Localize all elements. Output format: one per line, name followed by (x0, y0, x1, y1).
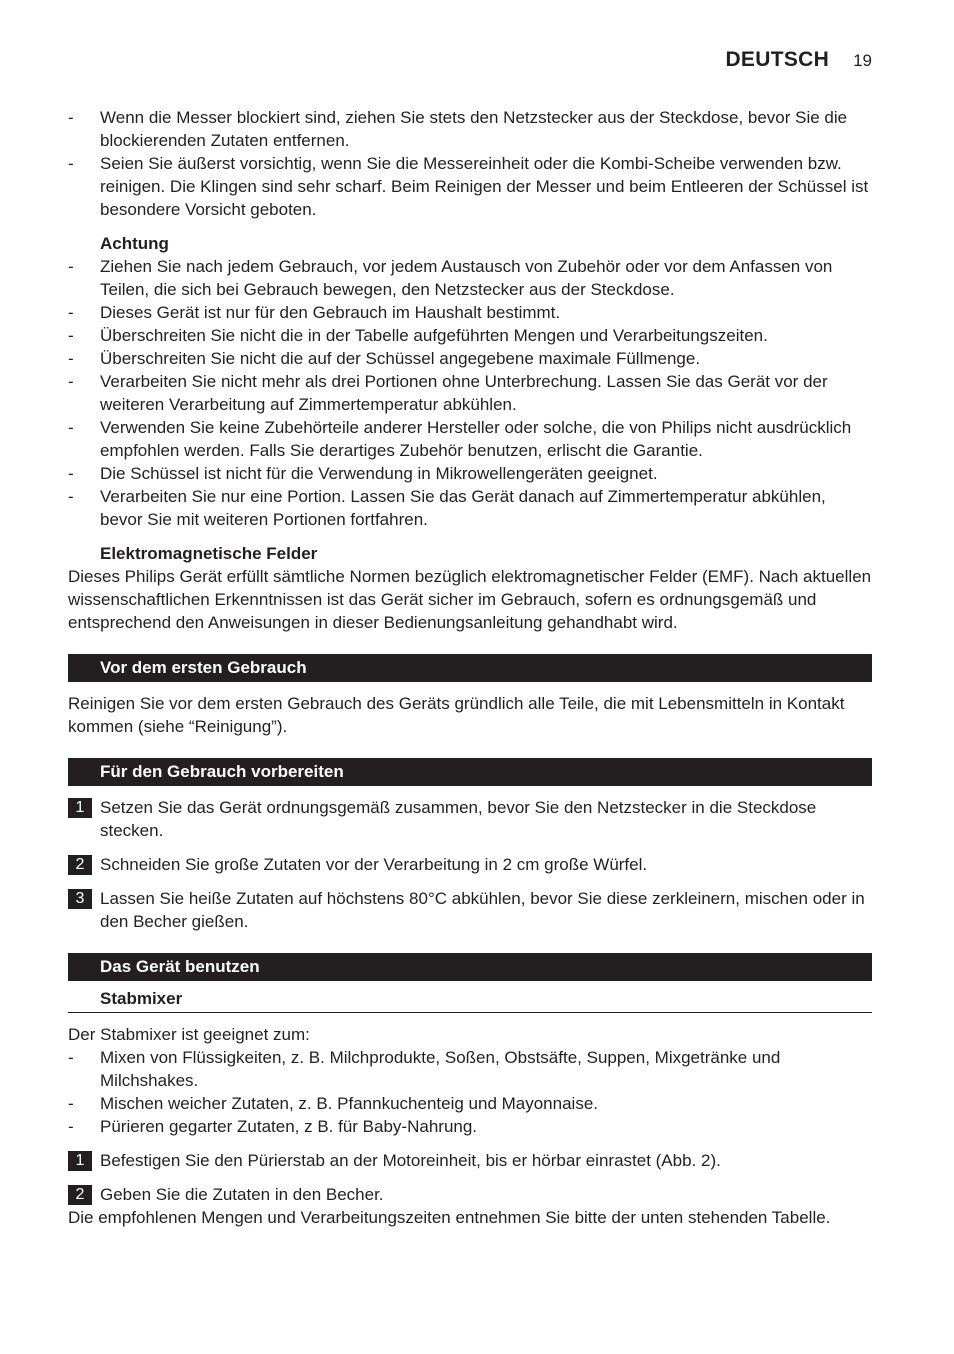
step-text: Lassen Sie heiße Zutaten auf höchstens 80°C abkühlen, bevor Sie diese zerkleinern, mischen oder in den Becher gießen. (100, 889, 865, 931)
step-text: Befestigen Sie den Pürierstab an der Motoreinheit, bis er hörbar einrastet (Abb. 2). (100, 1151, 721, 1170)
caution-bullet-list (68, 255, 872, 531)
list-item: - Überschreiten Sie nicht die in der Tabelle aufgeführten Mengen und Verarbeitungszeiten. (68, 326, 768, 345)
caution-heading: Achtung (100, 234, 169, 253)
list-item: - Überschreiten Sie nicht die auf der Schüssel angegebene maximale Füllmenge. (68, 349, 701, 368)
dash-marker: - (68, 487, 74, 506)
dash-marker: - (68, 257, 74, 276)
page-number: 19 (853, 51, 872, 70)
step-text: Setzen Sie das Gerät ordnungsgemäß zusammen, bevor Sie den Netzstecker in die Steckdose stecken. (100, 798, 817, 840)
section-header-before-first-use: Vor dem ersten Gebrauch (68, 654, 872, 682)
dash-marker: - (68, 326, 74, 345)
dash-marker: - (68, 1048, 74, 1067)
step-number: 1 (68, 1151, 92, 1171)
stabmixer-heading: Stabmixer (68, 987, 872, 1013)
step-item (68, 796, 872, 842)
page-content (68, 106, 872, 1229)
step-item (68, 1183, 872, 1206)
before-first-use-paragraph: Reinigen Sie vor dem ersten Gebrauch des Geräts gründlich alle Teile, die mit Lebensmitteln in Kontakt kommen (siehe “Reinigung”). (68, 694, 845, 736)
dash-marker: - (68, 349, 74, 368)
dash-marker: - (68, 372, 74, 391)
dash-marker: - (68, 1117, 74, 1136)
language-label: DEUTSCH (725, 48, 830, 71)
step-number: 3 (68, 889, 92, 909)
emf-paragraph: Dieses Philips Gerät erfüllt sämtliche Normen bezüglich elektromagnetischer Felder (EMF). Nach aktuellen wissenschaftlichen Erkenntnissen ist das Gerät sicher im Gebrauch, sofern es ordnungsgemäß und entsprechend den Anweisungen in dieser Bedienungsanleitung gehandhabt wird. (68, 567, 872, 632)
list-item: - Seien Sie äußerst vorsichtig, wenn Sie die Messereinheit oder die Kombi-Scheibe verwenden bzw. reinigen. Die Klingen sind sehr scharf. Beim Reinigen der Messer und beim Entleeren der Schüssel ist besondere Vorsicht geboten. (68, 154, 869, 219)
list-item: - Ziehen Sie nach jedem Gebrauch, vor jedem Austausch von Zubehör oder vor dem Anfassen von Teilen, die sich bei Gebrauch bewegen, den Netzstecker aus der Steckdose. (68, 257, 833, 299)
section-header-preparing: Für den Gebrauch vorbereiten (68, 758, 872, 786)
step-text: Geben Sie die Zutaten in den Becher. (100, 1185, 384, 1204)
list-item: - Mischen weicher Zutaten, z. B. Pfannkuchenteig und Mayonnaise. (68, 1094, 599, 1113)
list-item: - Pürieren gegarter Zutaten, z B. für Baby-Nahrung. (68, 1117, 478, 1136)
list-item: - Die Schüssel ist nicht für die Verwendung in Mikrowellengeräten geeignet. (68, 464, 658, 483)
list-item: - Dieses Gerät ist nur für den Gebrauch im Haushalt bestimmt. (68, 303, 561, 322)
dash-marker: - (68, 108, 74, 127)
section-header-using: Das Gerät benutzen (68, 953, 872, 981)
step-item (68, 853, 872, 876)
stabmixer-bullet-list (68, 1046, 872, 1138)
list-item: - Wenn die Messer blockiert sind, ziehen Sie stets den Netzstecker aus der Steckdose, bevor Sie die blockierenden Zutaten entfernen. (68, 108, 848, 150)
dash-marker: - (68, 1094, 74, 1113)
step-item (68, 887, 872, 933)
step-number: 1 (68, 798, 92, 818)
step-number: 2 (68, 855, 92, 875)
list-item: - Verarbeiten Sie nur eine Portion. Lassen Sie das Gerät danach auf Zimmertemperatur abkühlen, bevor Sie mit weiteren Portionen fortfahren. (68, 487, 826, 529)
step-item (68, 1149, 872, 1172)
dash-marker: - (68, 464, 74, 483)
dash-marker: - (68, 418, 74, 437)
list-item: - Verarbeiten Sie nicht mehr als drei Portionen ohne Unterbrechung. Lassen Sie das Gerät vor der weiteren Verarbeitung auf Zimmertemperatur abkühlen. (68, 372, 828, 414)
stabmixer-closing-paragraph: Die empfohlenen Mengen und Verarbeitungszeiten entnehmen Sie bitte der unten stehenden Tabelle. (68, 1208, 831, 1227)
step-number: 2 (68, 1185, 92, 1205)
dash-marker: - (68, 154, 74, 173)
page-header (725, 48, 872, 74)
emf-heading: Elektromagnetische Felder (100, 544, 318, 563)
step-text: Schneiden Sie große Zutaten vor der Verarbeitung in 2 cm große Würfel. (100, 855, 648, 874)
dash-marker: - (68, 303, 74, 322)
list-item: - Mixen von Flüssigkeiten, z. B. Milchprodukte, Soßen, Obstsäfte, Suppen, Mixgetränke und Milchshakes. (68, 1048, 781, 1090)
stabmixer-intro: Der Stabmixer ist geeignet zum: (68, 1025, 310, 1044)
intro-bullet-list (68, 106, 872, 221)
list-item: - Verwenden Sie keine Zubehörteile anderer Hersteller oder solche, die von Philips nicht ausdrücklich empfohlen werden. Falls Sie derartiges Zubehör benutzen, erlischt die Garantie. (68, 418, 852, 460)
